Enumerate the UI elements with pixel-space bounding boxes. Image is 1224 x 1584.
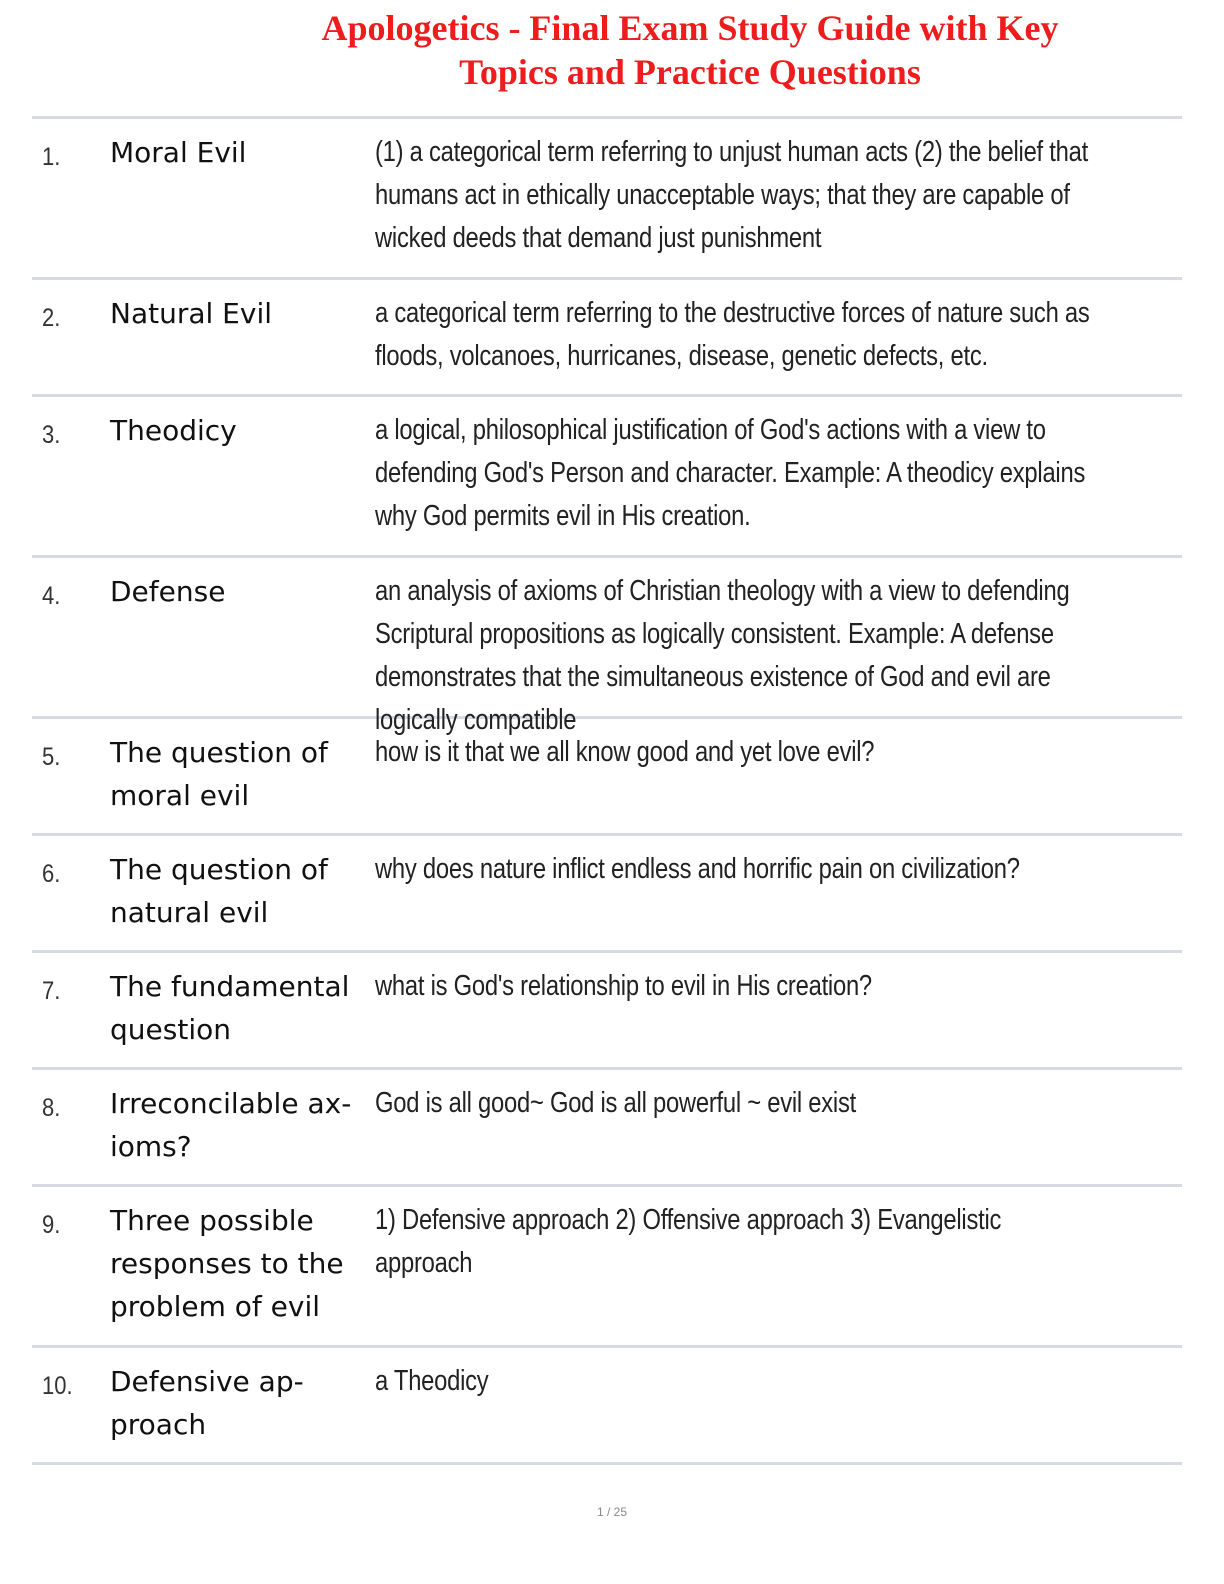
table-row [32,1187,1182,1348]
item-definition: an analysis of axioms of Christian theology with a view to defending Scriptural propositions as logically consistent. Example: A defense demonstrates that the simultaneous existence of God and evil are logically compatible [375,575,1070,736]
item-number: 3. [42,421,61,449]
table-row [32,1348,1182,1465]
page-number: 1 / 25 [596,1505,628,1519]
item-term: Defensive ap- proach [110,1365,304,1441]
item-number: 7. [42,977,61,1005]
table-row [32,953,1182,1070]
table-row [32,397,1182,558]
item-definition: a Theodicy [375,1365,489,1397]
item-term: The fundamental question [110,970,350,1046]
item-term: The question of moral evil [110,736,328,812]
item-definition: how is it that we all know good and yet love evil? [375,736,875,768]
table-row [32,558,1182,736]
item-number: 2. [42,304,61,332]
item-definition: a logical, philosophical justification of God's actions with a view to defending God's Person and character. Example: A theodicy explains why God permits evil in His creation. [375,414,1086,532]
table-row [32,280,1182,397]
item-term: Natural Evil [110,297,272,330]
item-definition: 1) Defensive approach 2) Offensive approach 3) Evangelistic approach [375,1204,1002,1279]
item-number: 9. [42,1211,61,1239]
table-row [32,836,1182,953]
page-title [150,6,1224,94]
item-number: 1. [42,143,61,171]
item-term: Defense [110,575,226,608]
table-row [32,719,1182,836]
item-definition: (1) a categorical term referring to unjust human acts (2) the belief that humans act in ethically unacceptable ways; that they are capable of wicked deeds that demand just punishment [375,136,1088,254]
item-number: 10. [42,1372,73,1400]
item-definition: God is all good~ God is all powerful ~ evil exist [375,1087,856,1119]
title-line-1: Apologetics - Final Exam Study Guide with Key [321,8,1059,48]
table-row [32,119,1182,280]
item-term: Irreconcilable ax- ioms? [110,1087,352,1163]
item-number: 4. [42,582,61,610]
item-definition: what is God's relationship to evil in His creation? [375,970,872,1002]
item-number: 8. [42,1094,61,1122]
item-term: Moral Evil [110,136,247,169]
item-number: 6. [42,860,61,888]
item-definition: a categorical term referring to the destructive forces of nature such as floods, volcanoes, hurricanes, disease, genetic defects, etc. [375,297,1090,372]
item-number: 5. [42,743,61,771]
item-term: Theodicy [110,414,237,447]
table-row [32,1070,1182,1187]
item-definition: why does nature inflict endless and horrific pain on civilization? [375,853,1020,885]
title-line-2: Topics and Practice Questions [459,52,921,92]
flashcard-table [32,116,1182,1465]
item-term: The question of natural evil [110,853,328,929]
item-term: Three possible responses to the problem of evil [110,1204,344,1323]
